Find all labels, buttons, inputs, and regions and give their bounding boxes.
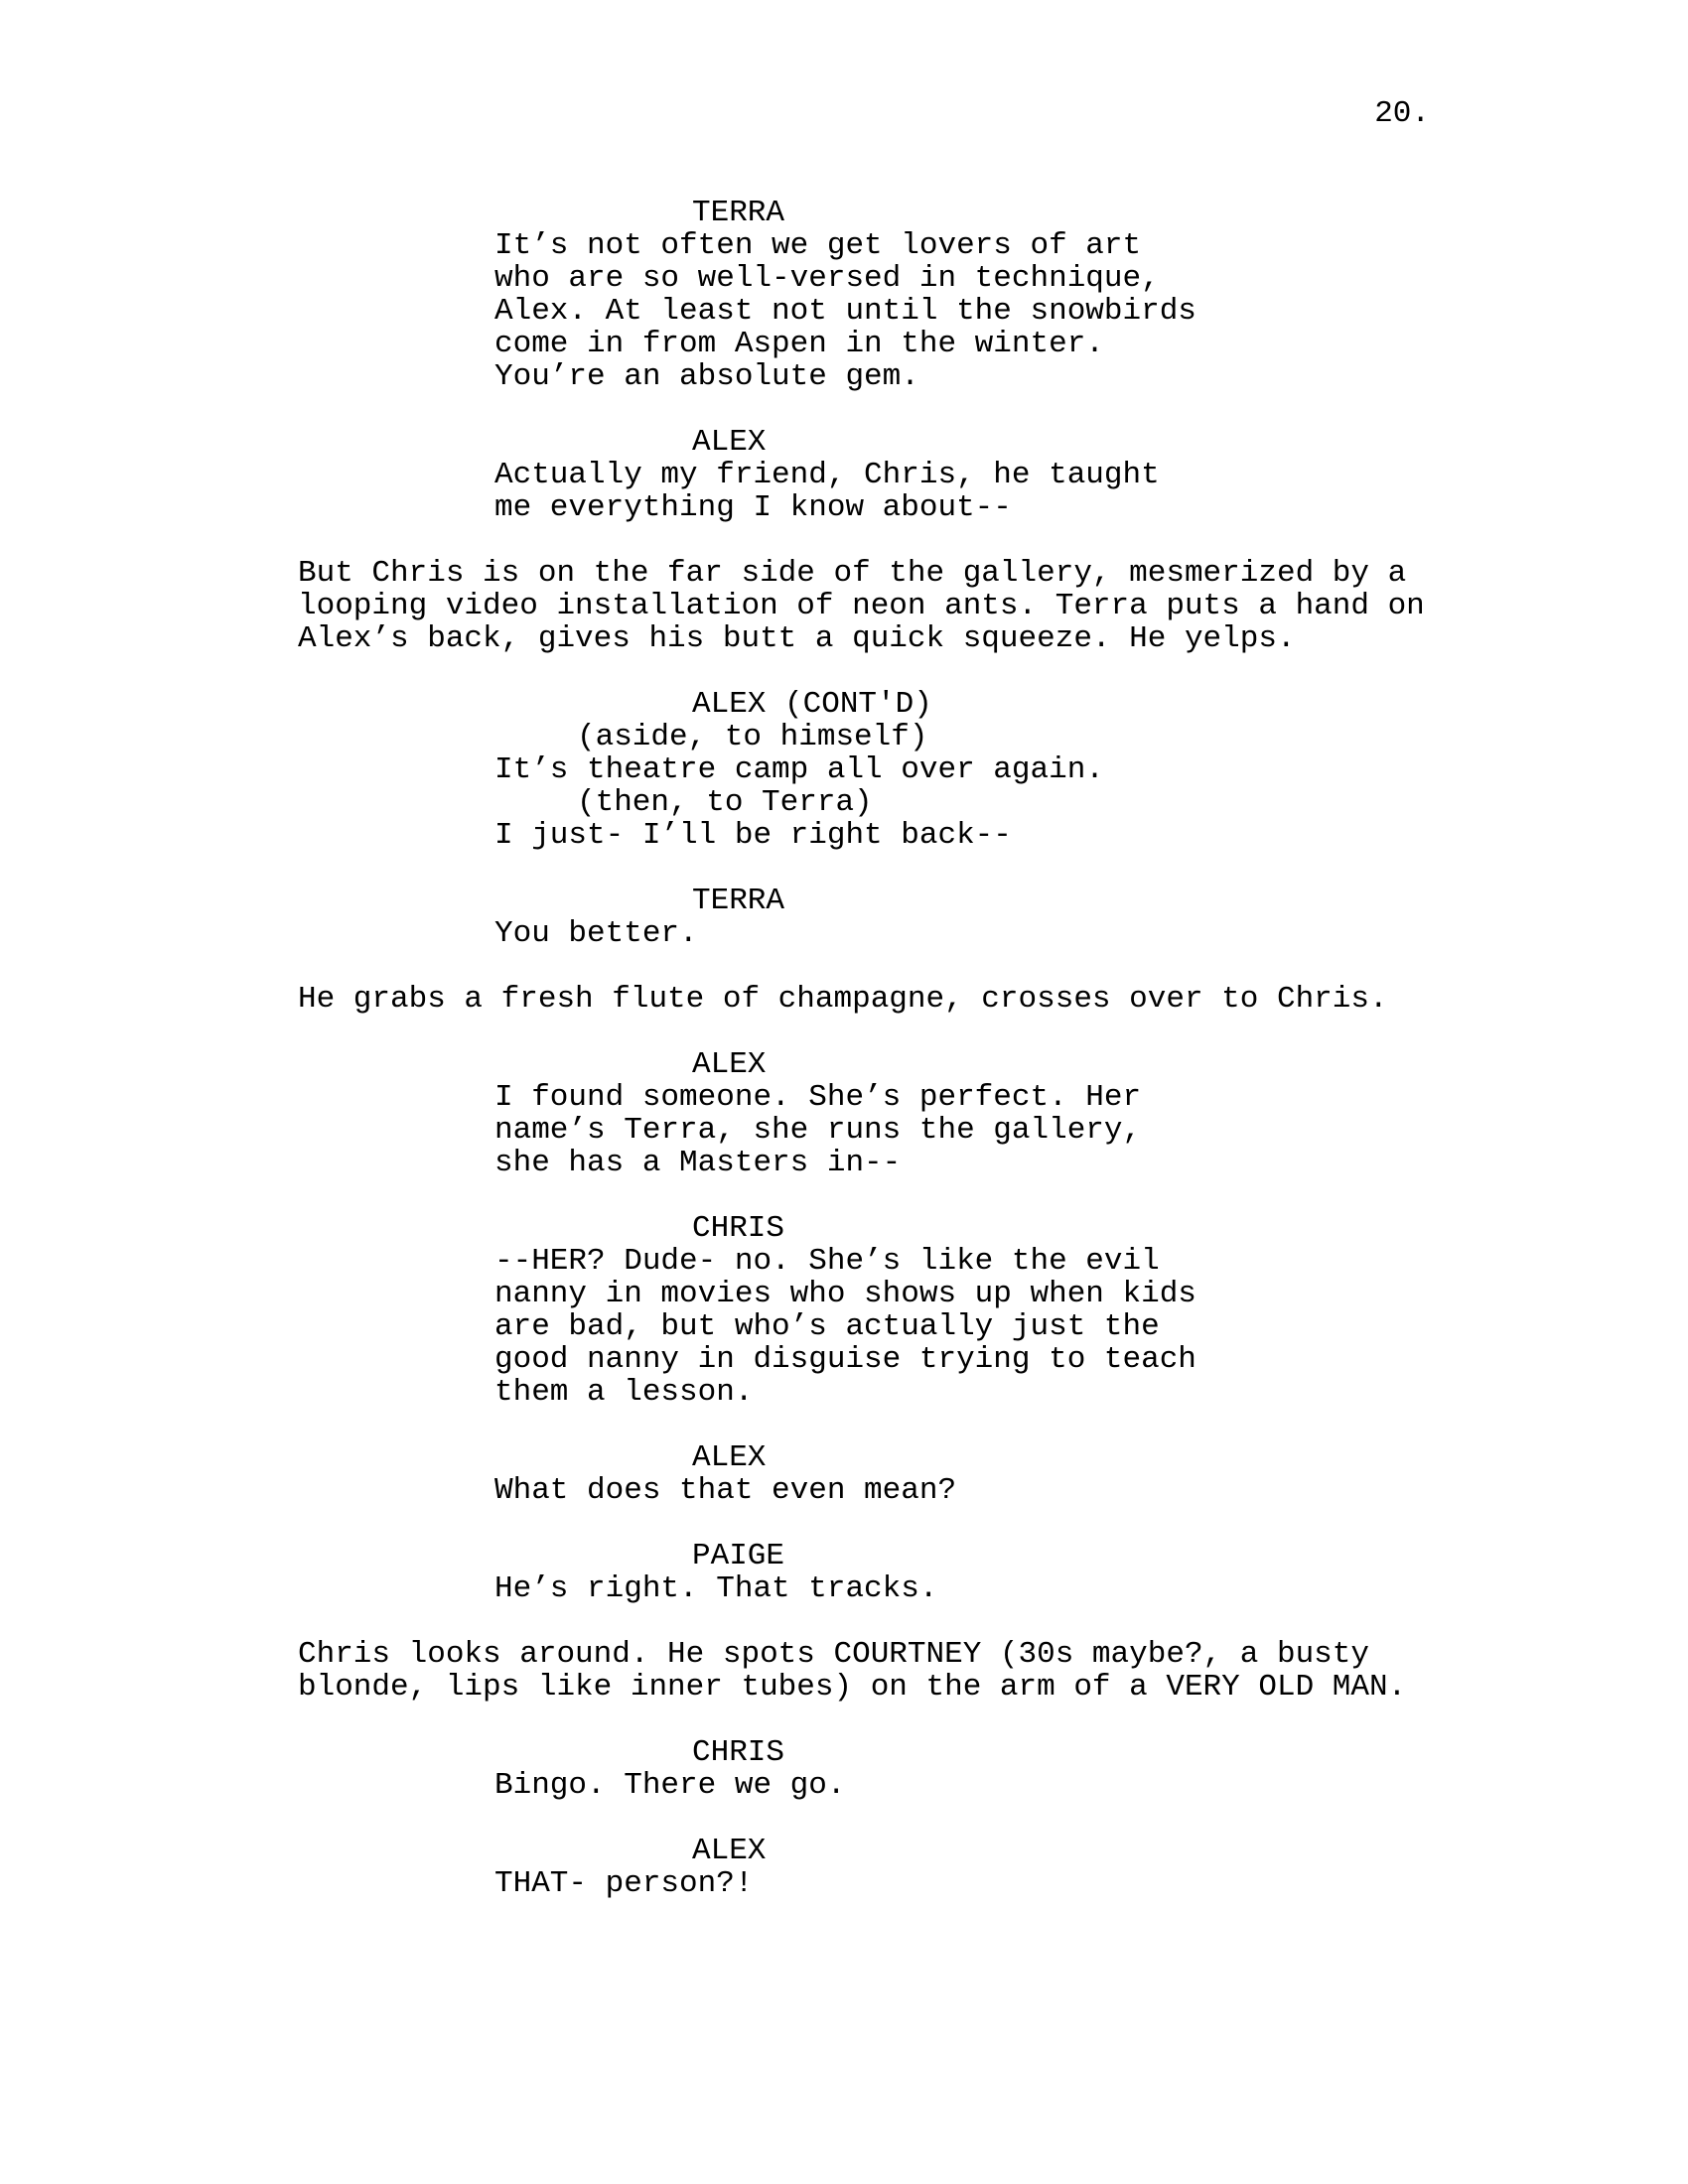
character-name: ALEX	[692, 1834, 767, 1868]
blank-line	[0, 655, 1688, 688]
blank-line	[0, 1507, 1688, 1540]
dialogue-line: I found someone. She’s perfect. Her	[494, 1080, 1142, 1115]
dialogue-block	[0, 1474, 1688, 1507]
blank-line	[0, 950, 1688, 983]
blank-line	[0, 1802, 1688, 1835]
parenthetical-line: (then, to Terra)	[577, 785, 873, 820]
page-number: 20.	[1374, 96, 1430, 131]
action-line: Chris looks around. He spots COURTNEY (30s maybe?, a busty	[298, 1637, 1369, 1672]
character-cue	[0, 426, 1688, 459]
action-line: blonde, lips like inner tubes) on the arm of a VERY OLD MAN.	[298, 1670, 1407, 1705]
character-cue	[0, 1441, 1688, 1474]
character-cue	[0, 885, 1688, 917]
character-cue	[0, 1736, 1688, 1769]
dialogue-block	[0, 459, 1688, 524]
dialogue-line: good nanny in disguise trying to teach	[494, 1342, 1196, 1377]
parenthetical-line: (aside, to himself)	[577, 720, 928, 754]
dialogue-line: It’s not often we get lovers of art	[494, 228, 1142, 263]
character-name: ALEX	[692, 1047, 767, 1082]
dialogue-block	[0, 1245, 1688, 1409]
dialogue-line: You’re an absolute gem.	[494, 359, 919, 394]
character-name: ALEX	[692, 1440, 767, 1475]
dialogue-line: Bingo. There we go.	[494, 1768, 846, 1803]
blank-line	[0, 1179, 1688, 1212]
dialogue-line: name’s Terra, she runs the gallery,	[494, 1113, 1142, 1148]
character-cue	[0, 1835, 1688, 1867]
blank-line	[0, 393, 1688, 426]
blank-line	[0, 1016, 1688, 1048]
action-block	[0, 557, 1688, 655]
dialogue-block	[0, 753, 1688, 786]
blank-line	[0, 1605, 1688, 1638]
dialogue-line: she has a Masters in--	[494, 1146, 902, 1180]
character-name: TERRA	[692, 196, 785, 230]
dialogue-block	[0, 229, 1688, 393]
character-cue	[0, 197, 1688, 229]
dialogue-block	[0, 917, 1688, 950]
dialogue-line: Alex. At least not until the snowbirds	[494, 294, 1196, 329]
dialogue-line: He’s right. That tracks.	[494, 1571, 938, 1606]
dialogue-line: them a lesson.	[494, 1375, 754, 1410]
character-cue	[0, 1048, 1688, 1081]
dialogue-line: THAT- person?!	[494, 1866, 754, 1901]
dialogue-line: It’s theatre camp all over again.	[494, 752, 1104, 787]
dialogue-line: nanny in movies who shows up when kids	[494, 1277, 1196, 1311]
dialogue-line: who are so well-versed in technique,	[494, 261, 1160, 296]
dialogue-block	[0, 1081, 1688, 1179]
character-cue	[0, 688, 1688, 721]
dialogue-line: What does that even mean?	[494, 1473, 957, 1508]
blank-line	[0, 1704, 1688, 1736]
action-line: He grabs a fresh flute of champagne, crosses over to Chris.	[298, 982, 1388, 1017]
screenplay-body	[0, 197, 1688, 1900]
dialogue-line: I just- I’ll be right back--	[494, 818, 1012, 853]
character-name: ALEX	[692, 425, 767, 460]
action-line: But Chris is on the far side of the gallery, mesmerized by a	[298, 556, 1407, 591]
character-name: PAIGE	[692, 1539, 785, 1573]
action-block	[0, 983, 1688, 1016]
dialogue-block	[0, 1769, 1688, 1802]
dialogue-block	[0, 1867, 1688, 1900]
character-name: CHRIS	[692, 1211, 785, 1246]
dialogue-line: come in from Aspen in the winter.	[494, 327, 1104, 361]
blank-line	[0, 852, 1688, 885]
character-cue	[0, 1540, 1688, 1572]
parenthetical	[0, 786, 1688, 819]
action-line: Alex’s back, gives his butt a quick squeeze. He yelps.	[298, 621, 1296, 656]
dialogue-line: Actually my friend, Chris, he taught	[494, 458, 1160, 492]
character-name: CHRIS	[692, 1735, 785, 1770]
dialogue-line: --HER? Dude- no. She’s like the evil	[494, 1244, 1160, 1279]
dialogue-block	[0, 819, 1688, 852]
parenthetical	[0, 721, 1688, 753]
character-name: TERRA	[692, 884, 785, 918]
dialogue-line: are bad, but who’s actually just the	[494, 1309, 1160, 1344]
dialogue-line: You better.	[494, 916, 698, 951]
action-line: looping video installation of neon ants. Terra puts a hand on	[298, 589, 1425, 623]
character-cue	[0, 1212, 1688, 1245]
blank-line	[0, 1409, 1688, 1441]
blank-line	[0, 524, 1688, 557]
dialogue-line: me everything I know about--	[494, 490, 1012, 525]
action-block	[0, 1638, 1688, 1704]
dialogue-block	[0, 1572, 1688, 1605]
character-name: ALEX (CONT'D)	[692, 687, 932, 722]
